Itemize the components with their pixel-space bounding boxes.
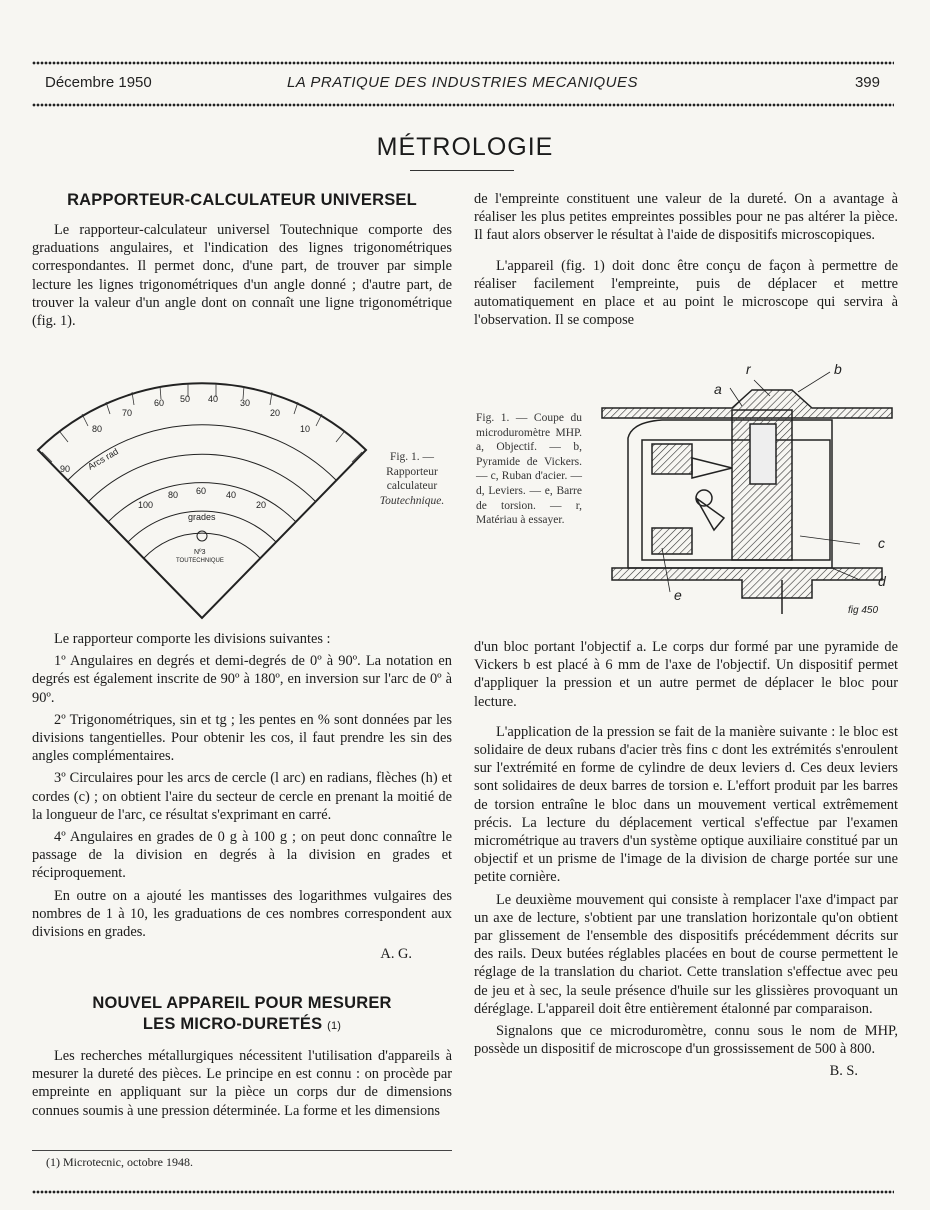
article2-left-column	[32, 993, 452, 1124]
article1-intro: Le rapporteur-calculateur universel Toutechnique comporte des graduations angulaires, et l'indication des lignes trigonométriques correspondantes. Il permet donc, d'une part, de trouver par simple lecture les lignes trigonométriques d'un angle donné ; d'autre part, de trouver la valeur d'un angle dont on connaît une ligne trigonométrique (fig. 1).	[32, 222, 452, 330]
label-e: e	[674, 587, 682, 603]
article2-paragraph: L'appareil (fig. 1) doit donc être conçu de façon à permettre de réaliser facilement l'empreinte, puis de déplacer et mettre automatiquement en place et au point le microscope qui servira à l'observation. Il se compose	[474, 257, 898, 329]
running-header	[45, 74, 880, 96]
tick-label: 90	[60, 464, 71, 474]
figure1-caption-label: Fig. 1. —	[389, 451, 435, 463]
protractor-brand: TOUTECHNIQUE	[176, 558, 224, 564]
protractor-figure	[30, 370, 375, 620]
tick-label: 80	[168, 490, 179, 500]
article2-paragraph: Signalons que ce microduromètre, connu sous le nom de MHP, possède un dispositif de microscope d'un grossissement de 500 à 800.	[474, 1023, 898, 1058]
tick-label: 20	[270, 408, 281, 418]
article1-paragraph: En outre on a ajouté les mantisses des logarithmes vulgaires des nombres de 1 à 10, les graduations de ces nombres correspondent aux divisions en grades.	[32, 887, 452, 941]
article1-intro-column	[32, 190, 452, 334]
article1-paragraph: 3º Circulaires pour les arcs de cercle (l arc) en radians, flèches (h) et cordes (c) ; on obtient l'aire du secteur de cercle en prenant la moitié de la longueur de l'arc, ce résultat s'exprimant en carré.	[32, 770, 452, 823]
protractor-grades-label: grades	[188, 512, 216, 522]
figure1-caption	[368, 450, 456, 508]
footnote-rule	[32, 1150, 452, 1151]
figure-reference: fig 450	[848, 605, 879, 616]
article2-signature: B. S.	[829, 1063, 858, 1080]
label-a: a	[714, 381, 722, 397]
article1-paragraph: 1º Angulaires en degrés et demi-degrés de 0º à 90º. La notation en degrés est également inscrite de 90º à 180º, en inversion sur l'arc de 0º à 90º.	[32, 653, 452, 706]
label-b: b	[834, 361, 842, 377]
article2-title-note: (1)	[327, 1020, 342, 1032]
section-title-rule	[410, 170, 514, 171]
figure1-caption-line1: Rapporteur	[386, 465, 438, 478]
article2-right-column-top	[474, 190, 898, 333]
microdurometer-figure	[592, 358, 902, 616]
article2-title-line2: LES MICRO-DURETÉS	[142, 1015, 323, 1033]
tick-label: 20	[256, 500, 267, 510]
article2-paragraph: Le deuxième mouvement qui consiste à remplacer l'axe d'impact par un axe de lecture, s'obtient par une translation horizontale qu'on obtient par glissement de l'ensemble des dispositifs précédemment décrits sur des rails. Deux butées réglables placées en bout de course permettent le réglage de la translation du chariot. Cette translation s'effectue avec peu de jeu et à sec, la seule présence d'huile sur les glissières provoquant un déréglage. L'appareil doit être entièrement étalonné par comparaison.	[474, 891, 898, 1017]
journal-title: LA PRATIQUE DES INDUSTRIES MECANIQUES	[286, 74, 639, 91]
article2-title-line1: NOUVEL APPAREIL POUR MESURER	[92, 994, 392, 1012]
tick-label: 100	[138, 500, 154, 510]
article1-paragraph: 4º Angulaires en grades de 0 g à 100 g ; on peut donc connaître le passage de la division en degrés à la division en grades et réciproquement.	[32, 829, 452, 882]
article2-paragraph: d'un bloc portant l'objectif a. Le corps dur formé par une pyramide de Vickers b est placé à 6 mm de l'axe de l'objectif. Un dispositif permet d'appliquer la pression et un autre permet de déplacer le bloc pour lecture.	[474, 639, 898, 710]
figure1-caption-name: Toutechnique.	[379, 494, 445, 507]
protractor-mark: Nº3	[194, 549, 206, 556]
tick-label: 10	[300, 424, 311, 434]
bottom-dotted-rule	[32, 1190, 894, 1194]
tick-label: 60	[196, 486, 207, 496]
tick-label: 70	[122, 408, 133, 418]
article2-paragraph: de l'empreinte constituent une valeur de la dureté. On a avantage à réaliser les plus petites empreintes possibles pour ne pas altérer la pièce. Il faut alors observer le résultat à l'aide de dispositifs microscopiques.	[474, 191, 898, 244]
tick-label: 40	[226, 490, 237, 500]
article1-signature: A. G.	[380, 946, 412, 963]
figure1-caption-line2: calculateur	[386, 480, 438, 493]
label-c: c	[878, 535, 885, 551]
article2-paragraph: Les recherches métallurgiques nécessitent l'utilisation d'appareils à mesurer la dureté des pièces. Le principe en est connu : on procède par empreinte en appliquant sur la pièce un corps dur de dimensions connues soumis à une pression déterminée. La forme et les dimensions	[32, 1048, 452, 1119]
tick-label: 30	[240, 398, 251, 408]
article2-title-line2-wrap	[32, 1014, 452, 1037]
label-r: r	[746, 361, 751, 377]
article2-paragraph: L'application de la pression se fait de la manière suivante : le bloc est solidaire de deux rubans d'acier très fins c dont les extrémités s'enroulent sur l'extrémité en forme de cylindre de deux leviers d. Ces deux leviers sont solidaires de deux barres de torsion e. L'effort produit par les barres de torsion entraîne le bloc dans un mouvement vertical extrêmement précis. La lecture du déplacement vertical s'effectue par l'examen micrométrique au travers d'un système optique auxiliaire constitué par un objectif et un prisme de l'image de la division de charge portée sur une petite cornière.	[474, 723, 898, 886]
top-dotted-rule	[32, 61, 894, 65]
issue-date: Décembre 1950	[45, 74, 152, 91]
header-dotted-rule	[32, 103, 894, 107]
article2-right-column-body	[474, 638, 898, 1081]
article1-title: RAPPORTEUR-CALCULATEUR UNIVERSEL	[67, 191, 417, 209]
section-title: MÉTROLOGIE	[376, 133, 554, 161]
article1-paragraph: Le rapporteur comporte les divisions suivantes :	[54, 631, 331, 647]
tick-label: 60	[154, 398, 165, 408]
tick-label: 80	[92, 424, 103, 434]
page-number: 399	[854, 74, 880, 91]
figure2-caption: Fig. 1. — Coupe du microduromètre MHP. a, Objectif. — b, Pyramide de Vickers. — c, Ruban d'acier. — d, Leviers. — e, Barre de torsion. — r, Matériau à essayer.	[476, 412, 582, 527]
protractor-arc-label: Arcs rad	[86, 446, 121, 472]
article1-paragraph: 2º Trigonométriques, sin et tg ; les pentes en % sont données par les divisions tangentielles. Pour obtenir les cos, il faut prendre les sin des angles complémentaires.	[32, 711, 452, 765]
tick-label: 40	[208, 394, 219, 404]
article1-body-column	[32, 630, 452, 963]
label-d: d	[878, 573, 886, 589]
tick-label: 50	[180, 394, 191, 404]
footnote: (1) Microtecnic, octobre 1948.	[46, 1155, 193, 1169]
article2-title	[32, 993, 452, 1037]
